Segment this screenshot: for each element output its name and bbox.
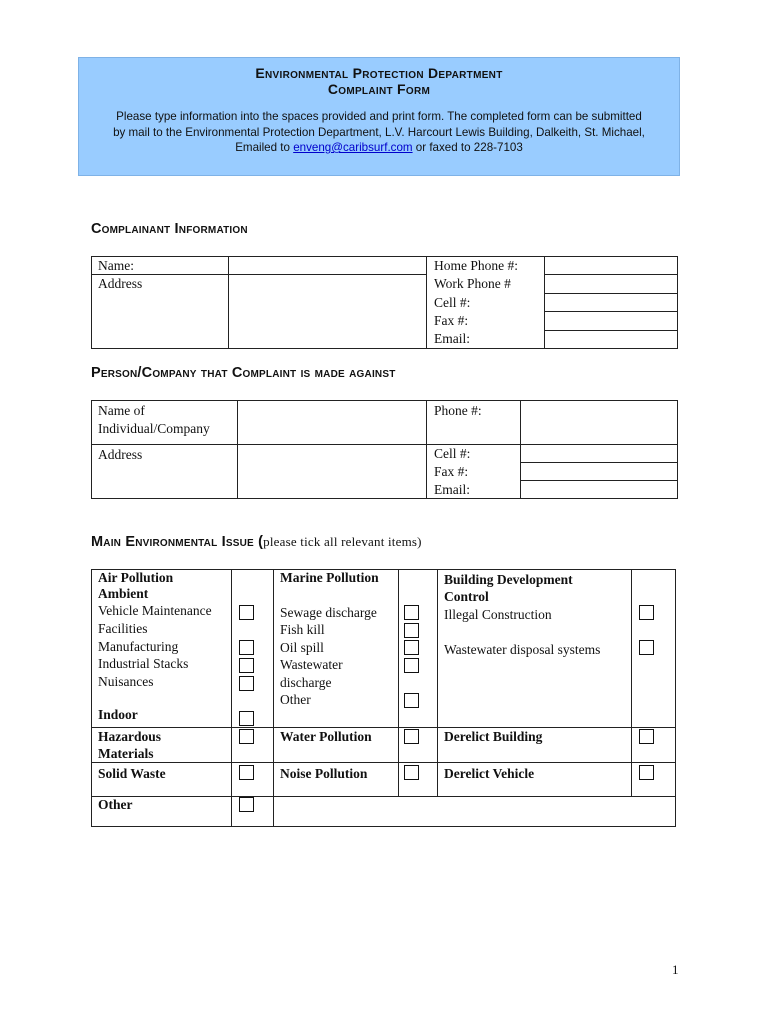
checkbox-illegal-construction[interactable] [639, 605, 654, 620]
hazardous-label-1: Hazardous [98, 729, 162, 744]
checkbox-wastewater-discharge[interactable] [404, 658, 419, 673]
intro-line1: Please type information into the spaces provided and print form. The completed form can be submitted [116, 110, 642, 123]
wastewater-label-2: discharge [280, 675, 332, 690]
divider [426, 400, 427, 499]
checkbox-hazardous-materials[interactable] [239, 729, 254, 744]
marine-other-label: Other [280, 692, 311, 707]
facilities-label: Facilities [98, 621, 148, 636]
work-phone-label: Work Phone # [434, 276, 511, 291]
other-details-field[interactable] [274, 797, 675, 826]
manufacturing-label: Manufacturing [98, 639, 179, 654]
nuisances-label: Nuisances [98, 674, 154, 689]
derelict-vehicle-label: Derelict Vehicle [444, 766, 535, 781]
issue-heading [91, 534, 422, 550]
checkbox-derelict-vehicle[interactable] [639, 765, 654, 780]
against-fax-label: Fax #: [434, 464, 469, 479]
complainant-heading: Complainant Information [91, 221, 248, 237]
divider [426, 256, 427, 349]
checkbox-wastewater-disposal[interactable] [639, 640, 654, 655]
fish-kill-label: Fish kill [280, 622, 325, 637]
home-phone-label: Home Phone #: [434, 258, 518, 273]
against-email-field[interactable] [521, 481, 677, 498]
intro-line2: by mail to the Environmental Protection Department, L.V. Harcourt Lewis Building, Dalkeith, St. Michael, [113, 125, 645, 139]
against-email-label: Email: [434, 482, 470, 497]
name-label: Name: [98, 258, 134, 273]
noise-pollution-label: Noise Pollution [280, 766, 368, 781]
divider [91, 727, 676, 728]
checkbox-sewage-discharge[interactable] [404, 605, 419, 620]
vehicle-maintenance-label: Vehicle Maintenance [98, 603, 212, 618]
checkbox-industrial-stacks[interactable] [239, 658, 254, 673]
checkbox-solid-waste[interactable] [239, 765, 254, 780]
email-label: Email: [434, 331, 470, 346]
against-heading: Person/Company that Complaint is made against [91, 365, 396, 381]
email-field[interactable] [545, 331, 677, 348]
checkbox-noise-pollution[interactable] [404, 765, 419, 780]
divider [91, 762, 676, 763]
cell-label: Cell #: [434, 295, 471, 310]
divider [273, 569, 274, 827]
against-fax-field[interactable] [521, 463, 677, 479]
issue-heading-text: Main Environmental Issue ( [91, 534, 264, 550]
issue-heading-note: please tick all relevant items) [263, 534, 422, 549]
intro-line3 [85, 140, 673, 156]
checkbox-indoor[interactable] [239, 711, 254, 726]
wastewater-label-1: Wastewater [280, 657, 343, 672]
intro-suffix: or faxed to 228-7103 [412, 141, 523, 154]
fax-label: Fax #: [434, 313, 469, 328]
against-name-field[interactable] [238, 401, 425, 443]
against-phone-label: Phone #: [434, 403, 482, 418]
checkbox-oil-spill[interactable] [404, 640, 419, 655]
fax-field[interactable] [545, 312, 677, 329]
email-link[interactable]: enveng@caribsurf.com [293, 141, 413, 154]
page-number: 1 [672, 962, 679, 977]
against-address-field[interactable] [238, 445, 425, 498]
checkbox-marine-other[interactable] [404, 693, 419, 708]
header-banner [78, 57, 680, 176]
checkbox-fish-kill[interactable] [404, 623, 419, 638]
building-development-label-2: Control [444, 589, 489, 604]
water-pollution-label: Water Pollution [280, 729, 372, 744]
form-title-line2: Complaint Form [327, 81, 431, 97]
against-cell-label: Cell #: [434, 446, 471, 461]
other-label: Other [98, 797, 133, 812]
checkbox-water-pollution[interactable] [404, 729, 419, 744]
hazardous-label-2: Materials [98, 746, 154, 761]
oil-spill-label: Oil spill [280, 640, 324, 655]
against-phone-field[interactable] [521, 401, 677, 443]
derelict-building-label: Derelict Building [444, 729, 543, 744]
solid-waste-label: Solid Waste [98, 766, 166, 781]
intro-prefix: Emailed to [235, 141, 294, 154]
air-pollution-label: Air Pollution [98, 570, 174, 585]
individual-name-label-1: Name of [98, 403, 145, 418]
intro-text [79, 109, 679, 156]
individual-name-label-2: Individual/Company [98, 421, 210, 436]
checkbox-manufacturing[interactable] [239, 640, 254, 655]
against-cell-field[interactable] [521, 445, 677, 461]
cell-field[interactable] [545, 294, 677, 311]
checkbox-vehicle-maintenance[interactable] [239, 605, 254, 620]
complainant-name-field[interactable] [229, 257, 425, 273]
complainant-address-field[interactable] [229, 275, 425, 348]
marine-pollution-label: Marine Pollution [280, 570, 379, 585]
home-phone-field[interactable] [545, 257, 677, 274]
indoor-label: Indoor [98, 707, 138, 722]
industrial-stacks-label: Industrial Stacks [98, 656, 189, 671]
checkbox-nuisances[interactable] [239, 676, 254, 691]
address-label: Address [98, 276, 143, 291]
building-development-label-1: Building Development [444, 572, 573, 587]
illegal-construction-label: Illegal Construction [444, 607, 552, 622]
work-phone-field[interactable] [545, 275, 677, 292]
checkbox-other[interactable] [239, 797, 254, 812]
sewage-discharge-label: Sewage discharge [280, 605, 377, 620]
divider [231, 569, 232, 827]
ambient-label: Ambient [98, 586, 149, 601]
against-address-label: Address [98, 447, 143, 462]
checkbox-derelict-building[interactable] [639, 729, 654, 744]
form-title-line1: Environmental Protection Department [255, 65, 503, 81]
wastewater-disposal-label: Wastewater disposal systems [444, 642, 601, 657]
